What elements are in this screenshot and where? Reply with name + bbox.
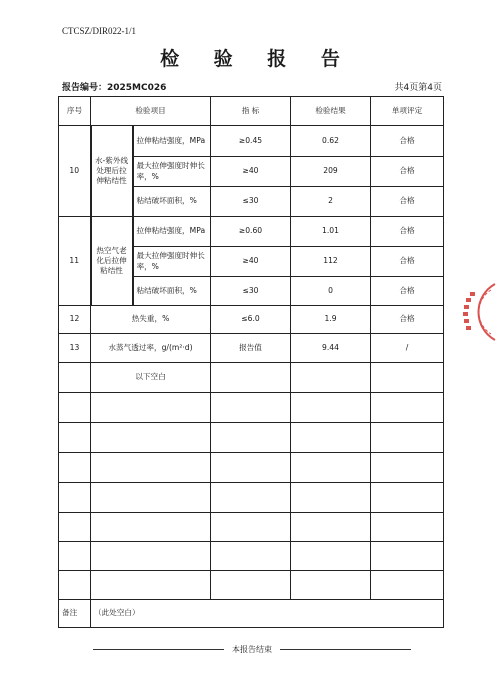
end-line-right <box>280 649 411 650</box>
sub-item: 最大拉伸强度时伸长率，% <box>133 157 211 187</box>
result-cell: 1.01 <box>291 217 371 247</box>
page-info: 共4页第4页 <box>394 83 442 93</box>
judge-cell: 合格 <box>371 126 444 157</box>
sub-item: 拉伸粘结强度，MPa <box>133 126 211 157</box>
blank-note: 以下空白 <box>91 363 211 393</box>
spec-cell: ≥40 <box>211 157 291 187</box>
end-line-left <box>93 649 224 650</box>
result-cell: 0 <box>291 277 371 306</box>
sub-item: 粘结破坏面积，% <box>133 187 211 217</box>
sub-item: 拉伸粘结强度，MPa <box>133 217 211 247</box>
spec-cell: ≤6.0 <box>211 306 291 334</box>
empty-row <box>59 513 444 542</box>
header-seq: 序号 <box>59 97 91 126</box>
group-name: 水-紫外线处理后拉伸粘结性 <box>91 126 133 217</box>
judge-cell: / <box>371 334 444 363</box>
spec-cell: ≤30 <box>211 187 291 217</box>
page-title: 检 验 报 告 <box>160 48 354 70</box>
table-row <box>59 306 444 334</box>
end-of-report <box>93 644 411 655</box>
spec-cell: ≥40 <box>211 247 291 277</box>
official-seal-icon <box>437 278 497 344</box>
end-text: 本报告结束 <box>232 645 272 654</box>
empty-row <box>59 542 444 571</box>
result-cell: 1.9 <box>291 306 371 334</box>
result-cell: 112 <box>291 247 371 277</box>
judge-cell: 合格 <box>371 306 444 334</box>
report-number: 报告编号：2025MC026 <box>62 83 167 93</box>
sub-item: 最大拉伸强度时伸长率，% <box>133 247 211 277</box>
remark-value: （此处空白） <box>91 600 444 628</box>
table-row <box>59 334 444 363</box>
judge-cell: 合格 <box>371 247 444 277</box>
result-cell: 0.62 <box>291 126 371 157</box>
empty-row <box>59 571 444 600</box>
judge-cell: 合格 <box>371 187 444 217</box>
document-id: CTCSZ/DIR022-1/1 <box>62 26 137 36</box>
empty-row <box>59 423 444 453</box>
spec-cell: ≥0.60 <box>211 217 291 247</box>
result-cell: 209 <box>291 157 371 187</box>
header-item: 检验项目 <box>91 97 211 126</box>
sub-item: 粘结破坏面积，% <box>133 277 211 306</box>
table-row <box>59 363 444 393</box>
table-row <box>59 126 444 157</box>
empty-row <box>59 483 444 513</box>
spec-cell: ≤30 <box>211 277 291 306</box>
row-seq: 12 <box>59 306 91 334</box>
row-item: 水蒸气透过率，g/(m²·d) <box>91 334 211 363</box>
group-name: 热空气老化后拉伸粘结性 <box>91 217 133 306</box>
table-header-row <box>59 97 444 126</box>
empty-row <box>59 393 444 423</box>
empty-row <box>59 453 444 483</box>
remark-row <box>59 600 444 628</box>
group-seq: 10 <box>59 126 91 217</box>
test-results-table <box>58 96 444 628</box>
header-result: 检验结果 <box>291 97 371 126</box>
remark-label: 备注 <box>59 600 91 628</box>
result-cell: 2 <box>291 187 371 217</box>
group-seq: 11 <box>59 217 91 306</box>
judge-cell: 合格 <box>371 217 444 247</box>
spec-cell: 报告值 <box>211 334 291 363</box>
result-cell: 9.44 <box>291 334 371 363</box>
table-row <box>59 217 444 247</box>
judge-cell: 合格 <box>371 277 444 306</box>
header-judge: 单项评定 <box>371 97 444 126</box>
spec-cell: ≥0.45 <box>211 126 291 157</box>
row-item: 热失重，% <box>91 306 211 334</box>
header-spec: 指 标 <box>211 97 291 126</box>
judge-cell: 合格 <box>371 157 444 187</box>
row-seq: 13 <box>59 334 91 363</box>
